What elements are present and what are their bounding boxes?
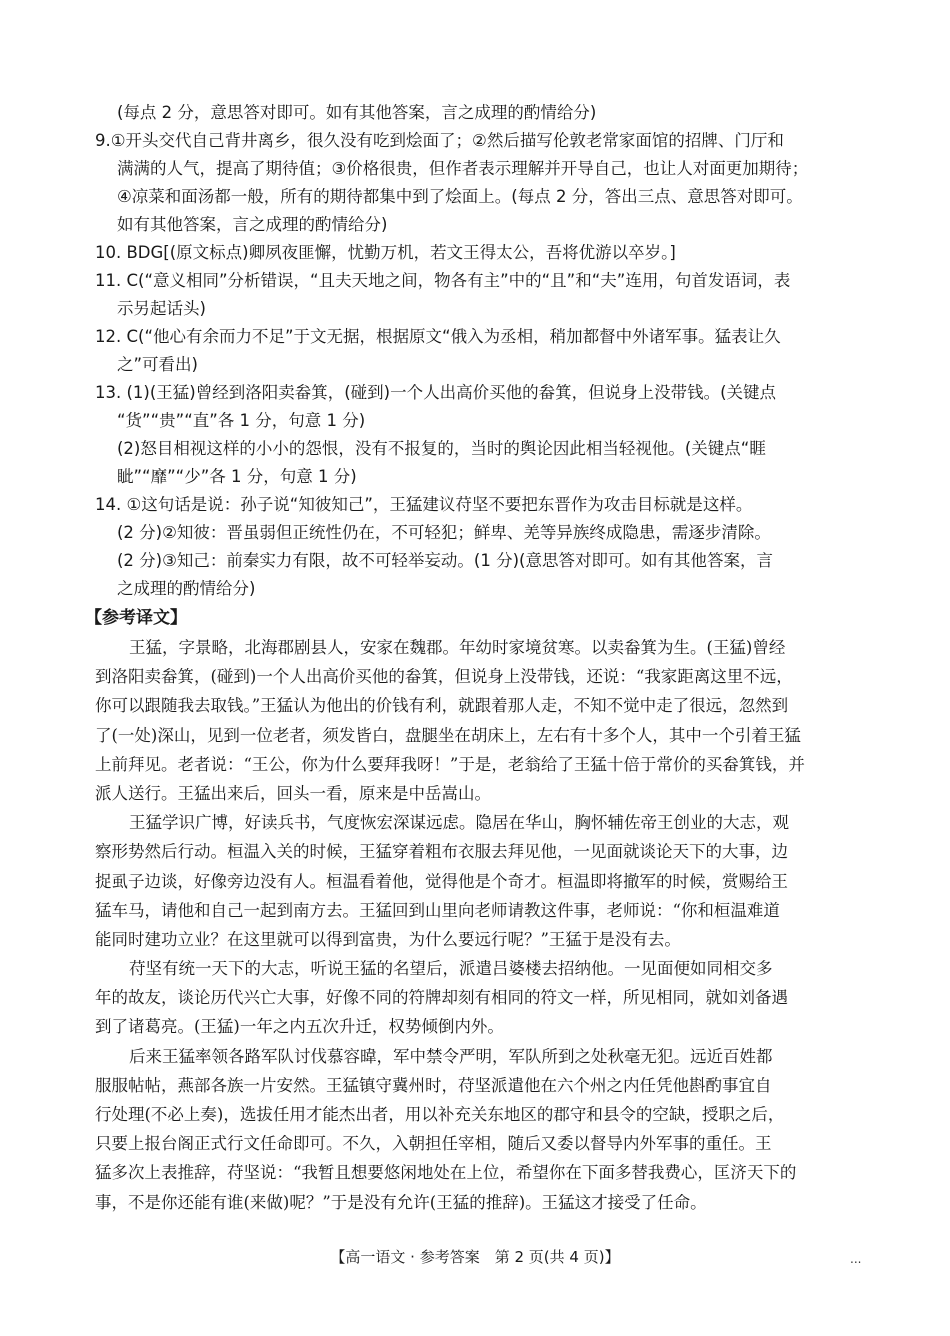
- translation-line: 到了诸葛亮。(王猛)一年之内五次升迁，权势倾倒内外。: [95, 1017, 504, 1037]
- translation-line: 捉虱子边谈，好像旁边没有人。桓温看着他，觉得他是个奇才。桓温即将撤军的时候，赏赐给王: [95, 871, 788, 891]
- translation-line: 了(一处)深山，见到一位老者，须发皆白，盘腿坐在胡床上，左右有十多个人，其中一个引着王猛: [95, 725, 801, 745]
- translation-line: 事，不是你还能有谁(来做)呢？”于是没有允许(王猛的推辞)。王猛这才接受了任命。: [95, 1192, 707, 1212]
- footer-dots: ...: [850, 1252, 862, 1266]
- answer-line: 之成理的酌情给分): [117, 579, 256, 598]
- translation-line: 只要上报台阁正式行文任命即可。不久，入朝担任宰相，随后又委以督导内外军事的重任。王: [95, 1134, 772, 1154]
- answer-13-line: 13. (1)(王猛)曾经到洛阳卖畚箕，(碰到)一个人出高价买他的畚箕，但说身上没带钱。(关键点: [95, 383, 777, 402]
- page-footer: 【高一语文 · 参考答案 第 2 页(共 4 页)】: [330, 1248, 620, 1266]
- translation-line: 行处理(不必上奏)，选拔任用才能杰出者，用以补充关东地区的郡守和县令的空缺，授职之后，: [95, 1105, 785, 1124]
- translation-line: 王猛学识广博，好读兵书，气度恢宏深谋远虑。隐居在华山，胸怀辅佐帝王创业的大志，观: [129, 813, 789, 833]
- answer-line: (2 分)③知己：前秦实力有限，故不可轻举妄动。(1 分)(意思答对即可。如有其他答案，言: [117, 551, 773, 570]
- translation-line: 王猛，字景略，北海郡剧县人，安家在魏郡。年幼时家境贫寒。以卖畚箕为生。(王猛)曾经: [129, 638, 786, 657]
- answer-line: (每点 2 分，意思答对即可。如有其他答案，言之成理的酌情给分): [117, 103, 597, 122]
- answer-line: 示另起话头): [117, 299, 206, 318]
- answer-line: (2)怒目相视这样的小小的怨恨，没有不报复的，当时的舆论因此相当轻视他。(关键点“睚: [117, 439, 766, 458]
- answer-line: ④凉菜和面汤都一般，所有的期待都集中到了烩面上。(每点 2 分，答出三点、意思答对即可。: [117, 187, 803, 206]
- translation-line: 察形势然后行动。桓温入关的时候，王猛穿着粗布衣服去拜见他，一见面就谈论天下的大事，边: [95, 842, 788, 862]
- translation-line: 苻坚有统一天下的大志，听说王猛的名望后，派遣吕婆楼去招纳他。一见面便如同相交多: [129, 959, 773, 979]
- answer-line: 满满的人气，提高了期待值；③价格很贵，但作者表示理解并开导自己，也让人对面更加期待；: [117, 159, 809, 178]
- translation-line: 你可以跟随我去取钱。”王猛认为他出的价钱有利，就跟着那人走，不知不觉中走了很远，忽然到: [95, 696, 789, 716]
- answer-line: 眦”“靡”“少”各 1 分，句意 1 分): [117, 467, 357, 486]
- answer-11-line: 11. C(“意义相同”分析错误，“且夫天地之间，物各有主”中的“且”和“夫”连用，句首发语词，表: [95, 271, 791, 290]
- answer-9-line: 9.①开头交代自己背井离乡，很久没有吃到烩面了；②然后描写伦敦老常家面馆的招牌、门厅和: [95, 131, 784, 150]
- translation-line: 派人送行。王猛出来后，回头一看，原来是中岳嵩山。: [95, 783, 491, 803]
- answer-line: “货”“贵”“直”各 1 分，句意 1 分): [117, 411, 366, 430]
- translation-line: 上前拜见。老者说：“王公，你为什么要拜我呀！”于是，老翁给了王猛十倍于常价的买畚箕钱，并: [95, 754, 805, 774]
- answer-line: (2 分)②知彼：晋虽弱但正统性仍在，不可轻犯；鲜卑、羌等异族终成隐患，需逐步清除。: [117, 523, 771, 542]
- translation-line: 年的故友，谈论历代兴亡大事，好像不同的符牌却刻有相同的符文一样，所见相同，就如刘备遇: [95, 988, 788, 1008]
- translation-line: 猛车马，请他和自己一起到南方去。王猛回到山里向老师请教这件事，老师说：“你和桓温难道: [95, 900, 780, 920]
- answer-line: 之”可看出): [117, 355, 198, 374]
- translation-line: 猛多次上表推辞，苻坚说：“我暂且想要悠闲地处在上位，希望你在下面多替我费心，匡济天下的: [95, 1163, 797, 1183]
- answer-line: 如有其他答案，言之成理的酌情给分): [117, 215, 388, 234]
- answer-10-line: 10. BDG[(原文标点)卿夙夜匪懈，忧勤万机，若文王得太公，吾将优游以卒岁。]: [95, 243, 676, 262]
- answer-14-line: 14. ①这句话是说：孙子说“知彼知己”，王猛建议苻坚不要把东晋作为攻击目标就是这样。: [95, 495, 753, 514]
- translation-title: 【参考译文】: [85, 608, 187, 628]
- translation-line: 后来王猛率领各路军队讨伐慕容暐，军中禁令严明，军队所到之处秋毫无犯。远近百姓都: [129, 1046, 773, 1066]
- translation-line: 服服帖帖，燕部各族一片安然。王猛镇守冀州时，苻坚派遣他在六个州之内任凭他斟酌事宜自: [95, 1075, 772, 1095]
- answer-12-line: 12. C(“他心有余而力不足”于文无据，根据原文“俄入为丞相，稍加都督中外诸军事。猛表让久: [95, 327, 781, 346]
- translation-line: 能同时建功立业？在这里就可以得到富贵，为什么要远行呢？”王猛于是没有去。: [95, 929, 681, 949]
- translation-line: 到洛阳卖畚箕，(碰到)一个人出高价买他的畚箕，但说身上没带钱，还说：“我家距离这里不远，: [95, 667, 793, 687]
- page-content: [85, 99, 865, 1217]
- translation-body: [95, 633, 865, 1217]
